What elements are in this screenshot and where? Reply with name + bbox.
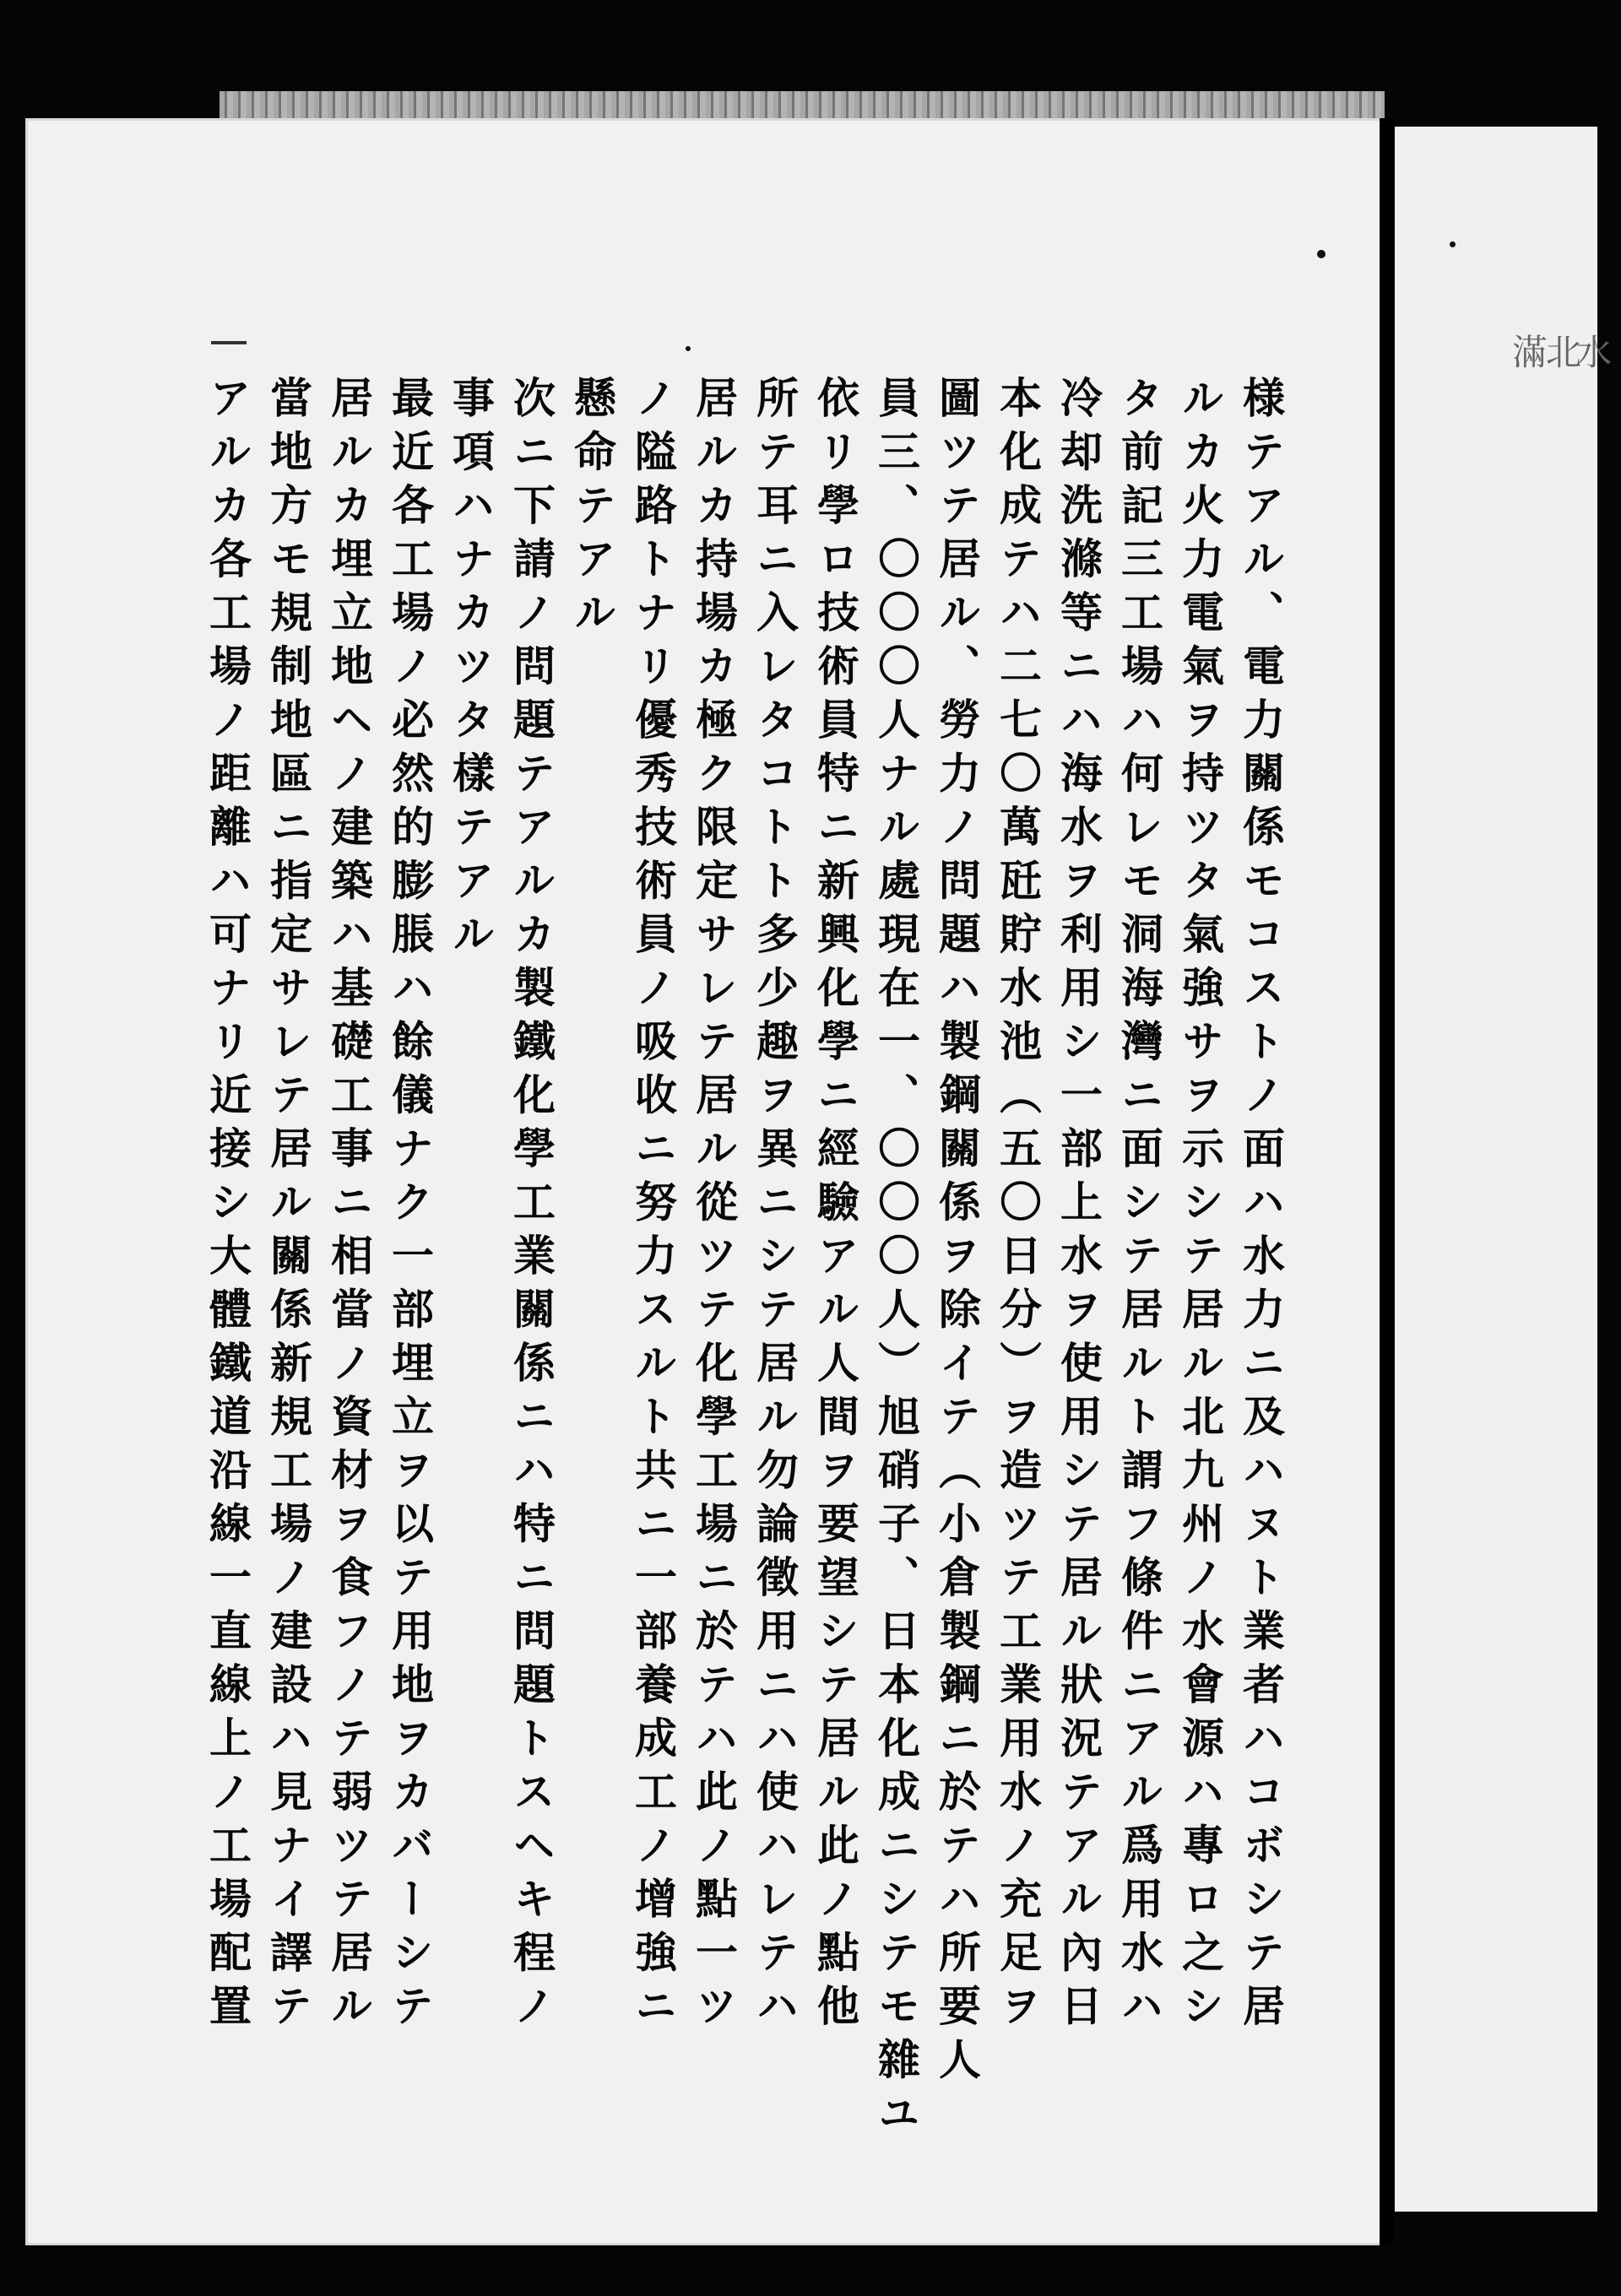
text-column-9: 所テ耳ニ入レタコトト多少趣ヲ異ニシテ居ル勿論徵用ニハ使ハレテハ: [750, 376, 800, 2038]
scan-speck: [1450, 241, 1456, 247]
text-column-15: 最近各工場ノ必然的膨脹ハ餘儀ナク一部埋立ヲ以テ用地ヲカバーシテ: [385, 376, 435, 2038]
text-column-4: 冷却洗滌等ニハ海水ヲ利用シ一部上水ヲ使用シテ居ル狀況テアル內日: [1054, 376, 1103, 2038]
adjacent-page: [1395, 127, 1597, 2212]
scan-speck: [686, 346, 691, 351]
text-column-13: 次ニ下請ノ問題テアルカ製鐵化學工業關係ニハ特ニ問題トスヘキ程ノ: [507, 376, 556, 2038]
text-column-1: 様テアル、電力關係モコストノ面ハ水力ニ及ハヌト業者ハコボシテ居: [1236, 376, 1286, 2038]
text-column-16: 居ルカ埋立地ヘノ建築ハ基礎工事ニ相當ノ資材ヲ食フノテ弱ツテ居ル: [324, 376, 374, 2038]
text-column-8: 依リ學ロ技術員特ニ新興化學ニ經驗アル人間ヲ要望シテ居ル此ノ點他: [810, 376, 860, 2038]
text-column-2: ルカ火力電氣ヲ持ツタ氣強サヲ示シテ居ル北九州ノ水會源ハ專ロ之シ: [1175, 376, 1225, 2038]
text-column-5: 本化成テハ二七〇萬瓩貯水池（五〇日分）ヲ造ツテ工業用水ノ充足ヲ: [993, 376, 1043, 2038]
text-column-10: 居ルカ持場カ極ク限定サレテ居ル從ツテ化學工場ニ於テハ此ノ點一ツ: [689, 376, 739, 2038]
scan-speck: [1317, 250, 1326, 258]
text-column-11: ノ隘路トナリ優秀技術員ノ吸收ニ努力スルト共ニ一部養成工ノ增強ニ: [628, 376, 678, 2038]
page-fold-line: [1380, 118, 1393, 2245]
text-column-18: アルカ各工場ノ距離ハ可ナリ近接シ大體鐵道沿線一直線上ノ工場配置: [203, 376, 252, 2038]
adjacent-page-text: 水: [1571, 333, 1613, 371]
text-column-6: 圖ツテ居ル、勞力ノ問題ハ製鋼關係ヲ除イテ（小倉製鋼ニ於テハ所要人: [932, 376, 982, 2091]
page-margin-mark: [211, 341, 247, 344]
adjacent-page-text: 滿: [1507, 333, 1548, 371]
text-column-12: 懸命テアル: [567, 376, 617, 644]
adjacent-page-text: 北: [1541, 333, 1582, 371]
text-column-7: 員三、〇〇〇人ナル處現在一、〇〇〇人）旭硝子、日本化成ニシテモ雜ユ: [871, 376, 921, 2145]
text-column-3: タ前記三工場ハ何レモ洞海灣ニ面シテ居ルト謂フ條件ニアル爲用水ハ: [1114, 376, 1164, 2038]
text-column-17: 當地方モ規制地區ニ指定サレテ居ル關係新規工場ノ建設ハ見ナイ譯テ: [263, 376, 313, 2038]
text-column-14: 事項ハナカツタ樣テアル: [446, 376, 496, 966]
